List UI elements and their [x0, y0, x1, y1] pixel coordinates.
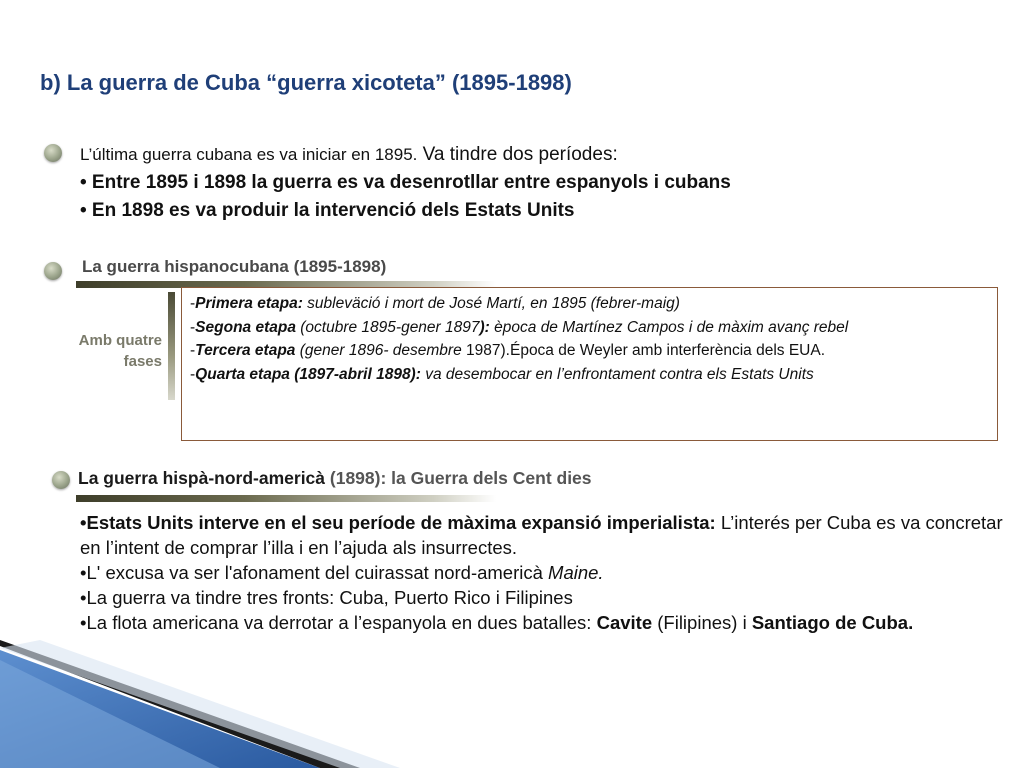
stage-4: -Quarta etapa (1897-abril 1898): va desembocar en l’enfrontament contra els Estats Units	[190, 365, 814, 383]
intro-bullet-2: • En 1898 es va produir la intervenció dels Estats Units	[80, 200, 575, 221]
heading-underline	[76, 495, 496, 502]
intro-text: L’última guerra cubana es va iniciar en 1895. Va tindre dos períodes: • Entre 1895 i 1898 la guerra es va desenrotllar entre espanyols i cubans • En 1898 es va produir la intervenció dels Estats Units	[80, 144, 731, 221]
stages-box	[181, 287, 998, 441]
nordamericana-heading: La guerra hispà-nord-americà (1898): la Guerra dels Cent dies	[78, 468, 592, 488]
stage-1: -Primera etapa: subleväció i mort de José Martí, en 1895 (febrer-maig)	[190, 295, 680, 312]
intro-bullet-1: • Entre 1895 i 1898 la guerra es va desenrotllar entre espanyols i cubans	[80, 172, 731, 193]
hispanocubana-heading: La guerra hispanocubana (1895-1898)	[82, 257, 387, 276]
bullet-icon	[44, 144, 62, 162]
point-3: •La guerra va tindre tres fronts: Cuba, Puerto Rico i Filipines	[80, 587, 573, 608]
slide-title: b) La guerra de Cuba “guerra xicoteta” (1895-1898)	[40, 70, 572, 95]
corner-decoration	[0, 640, 400, 768]
nordamericana-points	[80, 510, 1010, 635]
point-4: •La flota americana va derrotar a l’espanyola en dues batalles: Cavite (Filipines) i Santiago de Cuba.	[80, 612, 914, 633]
point-1: •Estats Units interve en el seu període de màxima expansió imperialista: L’interés per Cuba es va concretar en l’intent de comprar l’illa i en l’ajuda als insurrectes.	[80, 512, 1003, 558]
stage-side-bar	[168, 292, 175, 400]
bullet-icon	[44, 262, 62, 280]
stage-2: -Segona etapa (octubre 1895-gener 1897): època de Martínez Campos i de màxim avanç rebel	[190, 318, 849, 336]
bullet-icon	[52, 471, 70, 489]
phases-label: Amb quatre fases	[78, 332, 162, 370]
point-2: •L' excusa va ser l'afonament del cuirassat nord-americà Maine.	[80, 562, 604, 583]
stage-3: -Tercera etapa (gener 1896- desembre 1987).Época de Weyler amb interferència dels EUA.	[190, 342, 826, 359]
